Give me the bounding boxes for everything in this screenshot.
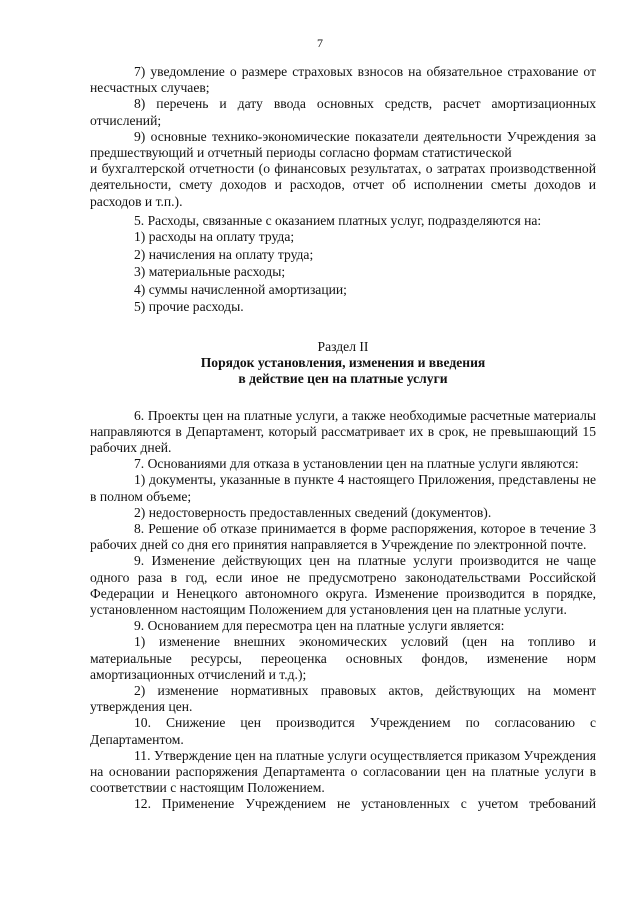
paragraph-11: 11. Утверждение цен на платные услуги осуществляется приказом Учреждения на основании распоряжения Департамента о согласовании цен на платные услуги в соответствии с настоящим Положением. — [90, 747, 596, 796]
paragraph-9-change: 9. Изменение действующих цен на платные услуги производится не чаще одного раза в год, если иное не предусмотрено законодательствами Российской Федерации и Ненецкого автономного округа. Изменение производится в порядке, установленном настоящим Положением для установления цен на платные услуги. — [90, 553, 596, 618]
list-item: 1) расходы на оплату труда; — [134, 229, 295, 245]
paragraph-9-grounds: 9. Основанием для пересмотра цен на платные услуги является: — [134, 618, 505, 634]
document-body — [90, 64, 596, 813]
item-9-indicators: 9) основные технико-экономические показатели деятельности Учреждения за предшествующий и отчетный периоды согласно формам статистической — [90, 128, 596, 161]
paragraph-10: 10. Снижение цен производится Учреждением по согласованию с Департаментом. — [90, 715, 596, 747]
paragraph-5-intro: 5. Расходы, связанные с оказанием платных услуг, подразделяются на: — [134, 212, 542, 228]
paragraph-9-item-1: 1) изменение внешних экономических условий (цен на топливо и материальные ресурсы, переоценка основных фондов, изменение норм амортизационных отчислений и т.д.); — [90, 634, 596, 682]
item-9-continuation: и бухгалтерской отчетности (о финансовых результатах, о затратах производственной деятельности, смету доходов и расходов, отчет об исполнении сметы доходов и расходов и т.п.). — [90, 161, 596, 209]
list-item: 5) прочие расходы. — [134, 299, 244, 315]
section-title-line-1: Порядок установления, изменения и введения — [200, 355, 486, 371]
list-item: 4) суммы начисленной амортизации; — [134, 281, 347, 297]
list-item: 2) начисления на оплату труда; — [134, 246, 314, 262]
list-item: 3) материальные расходы; — [134, 264, 286, 280]
paragraph-8: 8. Решение об отказе принимается в форме распоряжения, которое в течение 3 рабочих дней со дня его принятия направляется в Учреждение по электронной почте. — [90, 521, 596, 553]
paragraph-9-item-2: 2) изменение нормативных правовых актов, действующих на момент утверждения цен. — [90, 683, 596, 715]
paragraph-7-item-1: 1) документы, указанные в пункте 4 настоящего Приложения, представлены не в полном объеме; — [90, 472, 596, 504]
paragraph-7-item-2: 2) недостоверность предоставленных сведений (документов). — [134, 504, 492, 520]
paragraph-7: 7. Основаниями для отказа в установлении цен на платные услуги являются: — [134, 456, 579, 472]
item-8-fixed-assets: 8) перечень и дату ввода основных средств, расчет амортизационных отчислений; — [90, 96, 596, 128]
item-7-notification: 7) уведомление о размере страховых взносов на обязательное страхование от несчастных случаев; — [90, 64, 596, 96]
paragraph-12: 12. Применение Учреждением не установленных с учетом требований — [134, 796, 596, 812]
page-number: 7 — [317, 36, 323, 50]
paragraph-6: 6. Проекты цен на платные услуги, а также необходимые расчетные материалы направляются в Департамент, который рассматривает их в срок, не превышающий 15 рабочих дней. — [90, 407, 596, 456]
section-label: Раздел II — [317, 339, 369, 354]
section-title-line-2: в действие цен на платные услуги — [238, 371, 448, 387]
